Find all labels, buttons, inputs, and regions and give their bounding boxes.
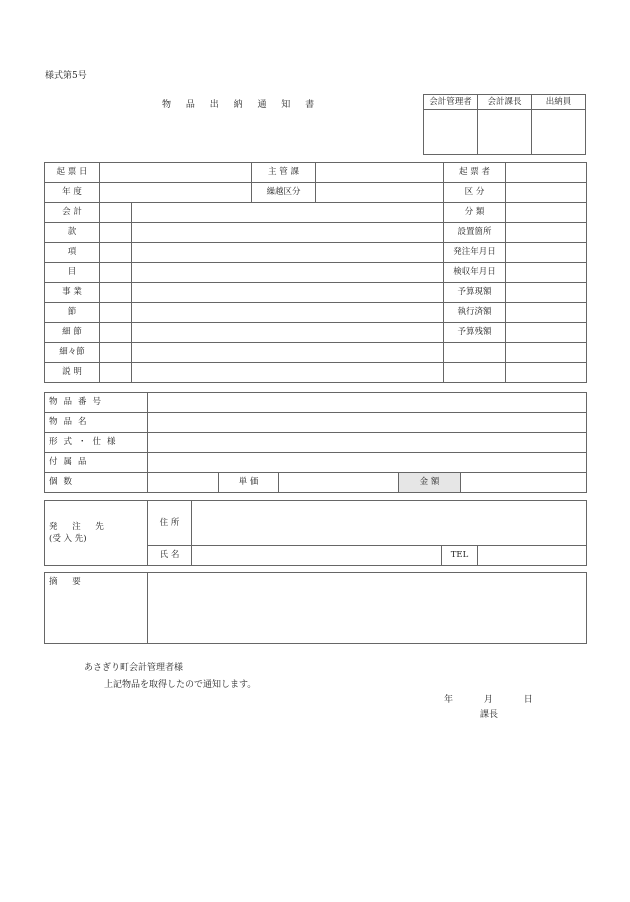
- vendor-section-table: [44, 500, 587, 566]
- item-number-field[interactable]: [148, 393, 587, 413]
- summary-field[interactable]: [148, 573, 587, 644]
- item-section-table: [44, 392, 587, 493]
- summary-label: 摘 要: [45, 573, 148, 644]
- address-field[interactable]: [192, 501, 587, 546]
- blank-value-cell-2[interactable]: [506, 363, 587, 383]
- description-code-field[interactable]: [100, 363, 132, 383]
- kan-code-field[interactable]: [100, 223, 132, 243]
- blank-label-cell-2: [444, 363, 506, 383]
- account-name-field[interactable]: [132, 203, 444, 223]
- stamp-label-accounting-chief: 会計課長: [478, 95, 532, 110]
- setsu-name-field[interactable]: [132, 303, 444, 323]
- order-date-label: 発注年月日: [444, 243, 506, 263]
- blank-label-cell-1: [444, 343, 506, 363]
- stamp-label-cashier: 出納員: [532, 95, 586, 110]
- amount-label: 金 額: [399, 473, 461, 493]
- issue-date-field[interactable]: [100, 163, 252, 183]
- classification-field[interactable]: [506, 203, 587, 223]
- fiscal-year-label: 年 度: [45, 183, 100, 203]
- tel-label: TEL: [442, 546, 478, 566]
- item-name-field[interactable]: [148, 413, 587, 433]
- item-name-label: 物品名: [45, 413, 148, 433]
- setsu-label: 節: [45, 303, 100, 323]
- saisetsu-code-field[interactable]: [100, 323, 132, 343]
- inspection-date-label: 検収年月日: [444, 263, 506, 283]
- stamp-label-accounting-manager: 会計管理者: [424, 95, 478, 110]
- item-number-label: 物品番号: [45, 393, 148, 413]
- moku-label: 目: [45, 263, 100, 283]
- order-date-field[interactable]: [506, 243, 587, 263]
- kou-label: 項: [45, 243, 100, 263]
- vendor-name-label: 氏 名: [148, 546, 192, 566]
- location-field[interactable]: [506, 223, 587, 243]
- summary-section-table: [44, 572, 587, 644]
- quantity-label: 個数: [45, 473, 148, 493]
- vendor-name-field[interactable]: [192, 546, 442, 566]
- tel-field[interactable]: [478, 546, 587, 566]
- kan-name-field[interactable]: [132, 223, 444, 243]
- approval-stamp-table: [423, 94, 586, 155]
- location-label: 設置箇所: [444, 223, 506, 243]
- saisetsu-label: 細 節: [45, 323, 100, 343]
- project-code-field[interactable]: [100, 283, 132, 303]
- form-number: 様式第5号: [45, 71, 87, 81]
- category-field[interactable]: [506, 183, 587, 203]
- address-label: 住 所: [148, 501, 192, 546]
- carryover-label: 繰越区分: [252, 183, 316, 203]
- remaining-budget-field[interactable]: [506, 323, 587, 343]
- issue-date-label: 起 票 日: [45, 163, 100, 183]
- account-code-field[interactable]: [100, 203, 132, 223]
- unit-price-field[interactable]: [279, 473, 399, 493]
- kou-name-field[interactable]: [132, 243, 444, 263]
- stamp-box-cashier[interactable]: [532, 110, 586, 155]
- project-name-field[interactable]: [132, 283, 444, 303]
- current-budget-label: 予算現額: [444, 283, 506, 303]
- moku-code-field[interactable]: [100, 263, 132, 283]
- budget-section-table: [44, 162, 587, 383]
- account-label: 会 計: [45, 203, 100, 223]
- saisaisetsu-label: 細々節: [45, 343, 100, 363]
- addressee-text: あさぎり町会計管理者様: [84, 663, 184, 673]
- project-label: 事 業: [45, 283, 100, 303]
- issuer-field[interactable]: [506, 163, 587, 183]
- saisetsu-name-field[interactable]: [132, 323, 444, 343]
- carryover-field[interactable]: [316, 183, 444, 203]
- quantity-field[interactable]: [148, 473, 219, 493]
- current-budget-field[interactable]: [506, 283, 587, 303]
- issuer-label: 起 票 者: [444, 163, 506, 183]
- description-name-field[interactable]: [132, 363, 444, 383]
- setsu-code-field[interactable]: [100, 303, 132, 323]
- fiscal-year-field[interactable]: [100, 183, 252, 203]
- remaining-budget-label: 予算残額: [444, 323, 506, 343]
- moku-name-field[interactable]: [132, 263, 444, 283]
- date-line: 年 月 日: [444, 695, 547, 705]
- department-field[interactable]: [316, 163, 444, 183]
- saisaisetsu-code-field[interactable]: [100, 343, 132, 363]
- inspection-date-field[interactable]: [506, 263, 587, 283]
- kou-code-field[interactable]: [100, 243, 132, 263]
- executed-amount-field[interactable]: [506, 303, 587, 323]
- item-accessory-field[interactable]: [148, 453, 587, 473]
- item-spec-field[interactable]: [148, 433, 587, 453]
- item-spec-label: 形式・仕様: [45, 433, 148, 453]
- notification-message: 上記物品を取得したので通知します。: [104, 680, 257, 690]
- kan-label: 款: [45, 223, 100, 243]
- unit-price-label: 単 価: [219, 473, 279, 493]
- item-accessory-label: 付属品: [45, 453, 148, 473]
- amount-field[interactable]: [461, 473, 587, 493]
- stamp-box-accounting-manager[interactable]: [424, 110, 478, 155]
- classification-label: 分 類: [444, 203, 506, 223]
- description-label: 説 明: [45, 363, 100, 383]
- department-label: 主 管 課: [252, 163, 316, 183]
- vendor-label-line-1: 発 注 先: [49, 522, 110, 532]
- executed-amount-label: 執行済額: [444, 303, 506, 323]
- stamp-box-accounting-chief[interactable]: [478, 110, 532, 155]
- vendor-label: [45, 501, 148, 566]
- category-label: 区 分: [444, 183, 506, 203]
- document-title: 物 品 出 納 通 知 書: [162, 100, 321, 110]
- signer-title: 課長: [480, 710, 499, 720]
- vendor-label-line-2: (受 入 先): [49, 534, 87, 544]
- saisaisetsu-name-field[interactable]: [132, 343, 444, 363]
- blank-value-cell-1[interactable]: [506, 343, 587, 363]
